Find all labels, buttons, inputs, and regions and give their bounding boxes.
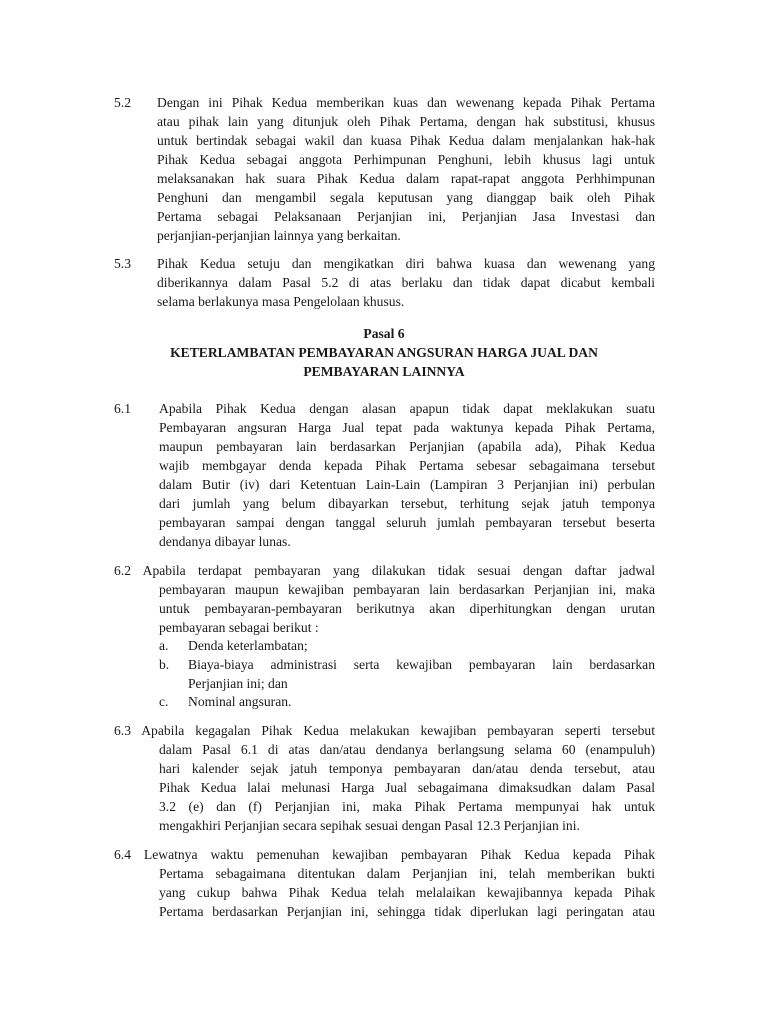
clause-line: pembayaran maupun kewajiban pembayaran lain berdasarkan Perjanjian ini, maka <box>159 582 655 597</box>
clause-line: mengakhiri Perjanjian secara sepihak sesuai dengan Pasal 12.3 Perjanjian ini. <box>159 818 580 833</box>
clause-line: Pertama sebagaimana ditentukan dalam Perjanjian ini, telah memberikan bukti <box>159 866 655 881</box>
list-item: Denda keterlambatan; <box>188 638 308 653</box>
clause-line: Dengan ini Pihak Kedua memberikan kuas dan wewenang kepada Pihak Pertama <box>157 95 655 110</box>
clause-line: Pihak Kedua setuju dan mengikatkan diri bahwa kuasa dan wewenang yang <box>157 256 655 271</box>
clause-line: Pihak Kedua lalai melunasi Harga Jual sebagaimana dimaksudkan dalam Pasal <box>159 780 655 795</box>
clause-number: 5.2 <box>114 95 131 110</box>
article-heading-line: KETERLAMBATAN PEMBAYARAN ANGSURAN HARGA JUAL DAN <box>170 345 598 360</box>
list-marker: b. <box>159 657 170 672</box>
article-title: Pasal 6 <box>363 326 405 341</box>
clause-line: hari kalender sejak jatuh temponya pembayaran dan/atau denda tersebut, atau <box>159 761 655 776</box>
clause-line: Pertama sebagai Pelaksanaan Perjanjian ini, Perjanjian Jasa Investasi dan <box>157 209 655 224</box>
list-marker: a. <box>159 638 169 653</box>
clause-line: Apabila Pihak Kedua dengan alasan apapun tidak dapat meklakukan suatu <box>159 401 655 416</box>
clause-line: dalam Butir (iv) dari Ketentuan Lain-Lain (Lampiran 3 Perjanjian ini) perbulan <box>159 477 655 492</box>
clause-line: selama berlakunya masa Pengelolaan khusus. <box>157 294 405 309</box>
clause-line: untuk pembayaran-pembayaran berikutnya akan diperhitungkan dengan urutan <box>159 601 655 616</box>
clause-line: atau pihak lain yang ditunjuk oleh Pihak Pertama, dengan hak substitusi, khusus <box>157 114 655 129</box>
clause-line: wajib membgayar denda kepada Pihak Pertama sebesar sebagaimana tersebut <box>159 458 655 473</box>
clause-line: Pembayaran angsuran Harga Jual tepat pada waktunya kepada Pihak Pertama, <box>159 420 655 435</box>
clause-line: Pihak Kedua sebagai anggota Perhimpunan Penghuni, lebih khusus lagi untuk <box>157 152 655 167</box>
list-item-continuation: Perjanjian ini; dan <box>188 676 288 691</box>
clause-line: yang cukup bahwa Pihak Kedua telah melalaikan kewajibannya kepada Pihak <box>159 885 655 900</box>
list-item: Nominal angsuran. <box>188 694 292 709</box>
clause-first-line: 6.4 Lewatnya waktu pemenuhan kewajiban pembayaran Pihak Kedua kepada Pihak <box>114 847 655 862</box>
clause-number: 6.1 <box>114 401 131 416</box>
clause-line: diberikannya dalam Pasal 5.2 di atas berlaku dan tidak dapat dicabut kembali <box>157 275 655 290</box>
list-item: Biaya-biaya administrasi serta kewajiban pembayaran lain berdasarkan <box>188 657 655 672</box>
clause-first-line: 6.3 Apabila kegagalan Pihak Kedua melakukan kewajiban pembayaran seperti tersebut <box>114 723 655 738</box>
clause-line: dendanya dibayar lunas. <box>159 534 291 549</box>
clause-first-line: 6.2 Apabila terdapat pembayaran yang dilakukan tidak sesuai dengan daftar jadwal <box>114 563 655 578</box>
article-heading-line: PEMBAYARAN LAINNYA <box>303 364 465 379</box>
list-marker: c. <box>159 694 169 709</box>
clause-line: untuk bertindak sebagai wakil dan kuasa Pihak Kedua dalam menjalankan hak-hak <box>157 133 655 148</box>
clause-line: Penghuni dan mengambil segala keputusan yang dianggap baik oleh Pihak <box>157 190 655 205</box>
clause-line: pembayaran sampai dengan tanggal seluruh jumlah pembayaran tersebut beserta <box>159 515 655 530</box>
clause-line: dalam Pasal 6.1 di atas dan/atau dendanya berlangsung selama 60 (enampuluh) <box>159 742 655 757</box>
clause-line: maupun pembayaran lain berdasarkan Perjanjian (apabila ada), Pihak Kedua <box>159 439 655 454</box>
clause-line: perjanjian-perjanjian lainnya yang berkaitan. <box>157 228 401 243</box>
clause-line: pembayaran sebagai berikut : <box>159 620 319 635</box>
clause-line: Pertama berdasarkan Perjanjian ini, sehingga tidak diperlukan lagi peringatan atau <box>159 904 655 919</box>
clause-line: dari jumlah yang belum dibayarkan tersebut, terhitung sejak jatuh temponya <box>159 496 655 511</box>
clause-number: 5.3 <box>114 256 131 271</box>
clause-line: melaksanakan hak suara Pihak Kedua dalam rapat-rapat anggota Perhhimpunan <box>157 171 655 186</box>
clause-line: 3.2 (e) dan (f) Perjanjian ini, maka Pihak Pertama mempunyai hak untuk <box>159 799 655 814</box>
